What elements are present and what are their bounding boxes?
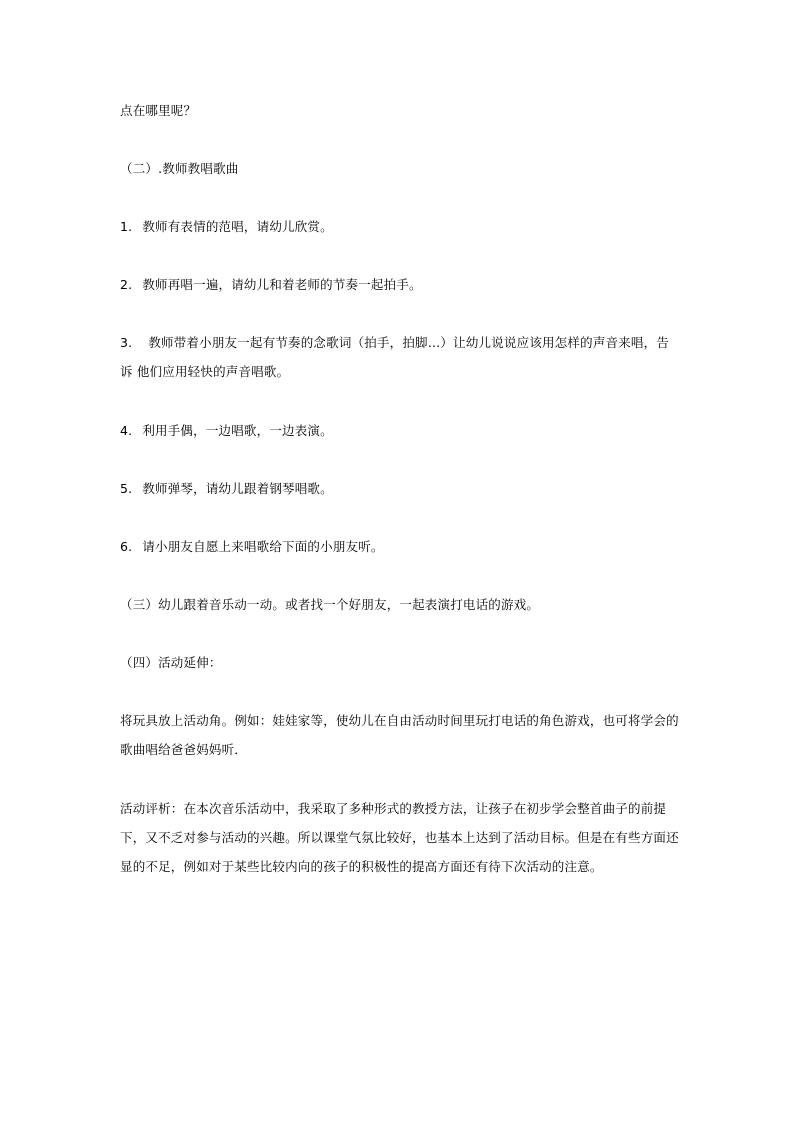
section-four-heading: [120, 648, 680, 677]
step-number: 3.: [120, 335, 133, 350]
step-number: 4.: [120, 423, 133, 438]
extension-text: 将玩具放上活动角。例如：娃娃家等，使幼儿在自由活动时间里玩打电话的角色游戏，也可将学会的歌曲唱给爸爸妈妈听．: [120, 713, 679, 757]
section-two-heading-text: （二）.教师教唱歌曲: [120, 161, 239, 176]
step-number: 5.: [120, 481, 133, 496]
step-number: 1.: [120, 219, 133, 234]
evaluation-paragraph: [120, 794, 680, 881]
section-two-heading: [120, 154, 680, 183]
step-text: 教师有表情的范唱，请幼儿欣赏。: [142, 219, 333, 234]
step-number: 6.: [120, 539, 133, 554]
step-text: 利用手偶，一边唱歌，一边表演。: [142, 423, 333, 438]
step-4: [120, 416, 680, 445]
step-text: 教师再唱一遍，请幼儿和着老师的节奏一起拍手。: [142, 277, 422, 292]
step-5: [120, 474, 680, 503]
evaluation-text: 活动评析：在本次音乐活动中，我采取了多种形式的教授方法，让孩子在初步学会整首曲子的前提下，又不乏对参与活动的兴趣。所以课堂气氛比较好，也基本上达到了活动目标。但是在有些方面还显的不足，例如对于某些比较内向的孩子的积极性的提高方面还有待下次活动的注意。: [120, 801, 679, 874]
extension-paragraph: [120, 706, 680, 764]
step-6: [120, 532, 680, 561]
step-text: 教师弹琴，请幼儿跟着钢琴唱歌。: [142, 481, 333, 496]
section-three: [120, 590, 680, 619]
intro-line: [120, 96, 680, 125]
section-four-heading-text: （四）活动延伸：: [120, 655, 222, 670]
step-text: 教师带着小朋友一起有节奏的念歌词（拍手，拍脚…）让幼儿说说应该用怎样的声音来唱，告诉 他们应用轻快的声音唱歌。: [120, 335, 670, 379]
step-1: [120, 212, 680, 241]
section-three-text: （三）幼儿跟着音乐动一动。或者找一个好朋友，一起表演打电话的游戏。: [120, 597, 540, 612]
step-number: 2.: [120, 277, 133, 292]
step-2: [120, 270, 680, 299]
step-text: 请小朋友自愿上来唱歌给下面的小朋友听。: [142, 539, 384, 554]
intro-line-text: 点在哪里呢？: [120, 103, 197, 118]
step-3: [120, 328, 680, 386]
